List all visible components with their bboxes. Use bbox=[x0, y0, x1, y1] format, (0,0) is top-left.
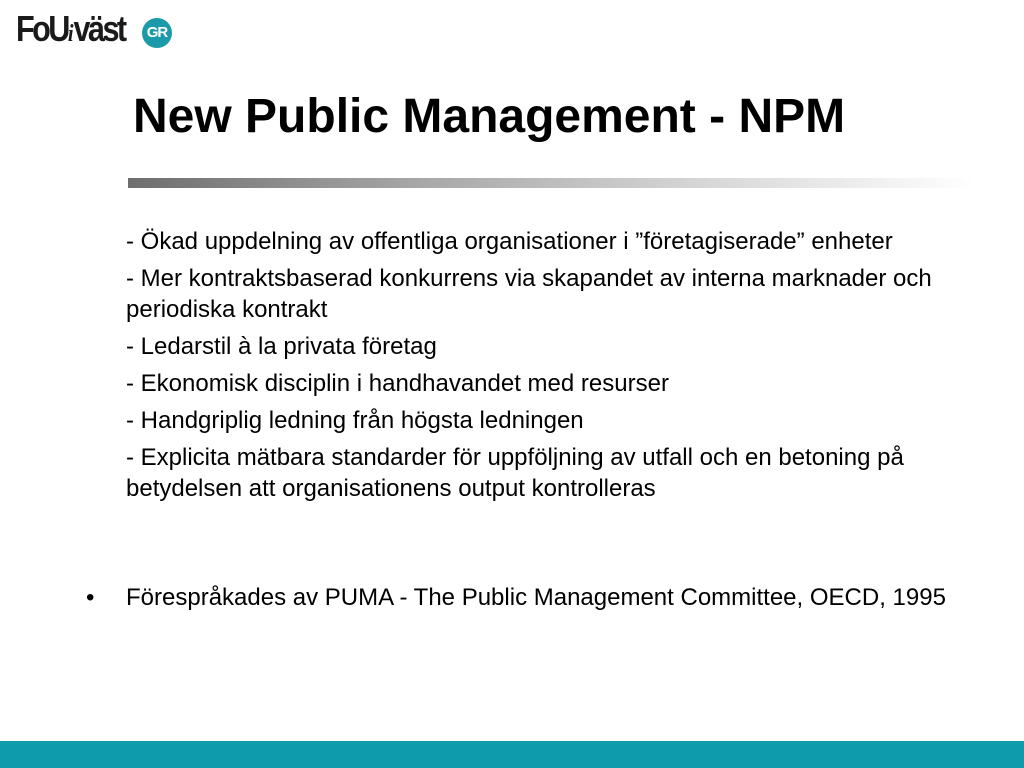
bullet-list bbox=[86, 582, 946, 613]
sub-item: - Ökad uppdelning av offentliga organisationer i ”företagiserade” enheter bbox=[126, 228, 893, 255]
bullet-dot-icon: • bbox=[86, 584, 95, 611]
footer-bar bbox=[0, 741, 1024, 768]
logo-text-vast: väst bbox=[73, 8, 125, 49]
logo-wordmark bbox=[16, 8, 125, 52]
sub-item-list bbox=[126, 226, 946, 510]
bullet-item bbox=[86, 582, 946, 613]
bullet-text: Förespråkades av PUMA - The Public Management Committee, OECD, 1995 bbox=[126, 584, 946, 611]
sub-item: - Ekonomisk disciplin i handhavandet med resurser bbox=[126, 370, 669, 397]
slide-title: New Public Management - NPM bbox=[133, 90, 846, 143]
sub-item: - Handgriplig ledning från högsta ledningen bbox=[126, 407, 584, 434]
sub-item: - Ledarstil à la privata företag bbox=[126, 333, 437, 360]
fou-vast-logo bbox=[16, 8, 168, 52]
title-divider bbox=[128, 178, 974, 188]
sub-item: - Explicita mätbara standarder för uppföljning av utfall och en betoning på betydelsen att organisationens output kontrolleras bbox=[126, 444, 904, 502]
sub-item: - Mer kontraktsbaserad konkurrens via skapandet av interna marknader och periodiska kontrakt bbox=[126, 265, 932, 323]
gr-badge-icon: GR bbox=[142, 18, 172, 48]
logo-text-i: i bbox=[67, 21, 74, 47]
logo-text-fou: FoU bbox=[16, 8, 68, 49]
